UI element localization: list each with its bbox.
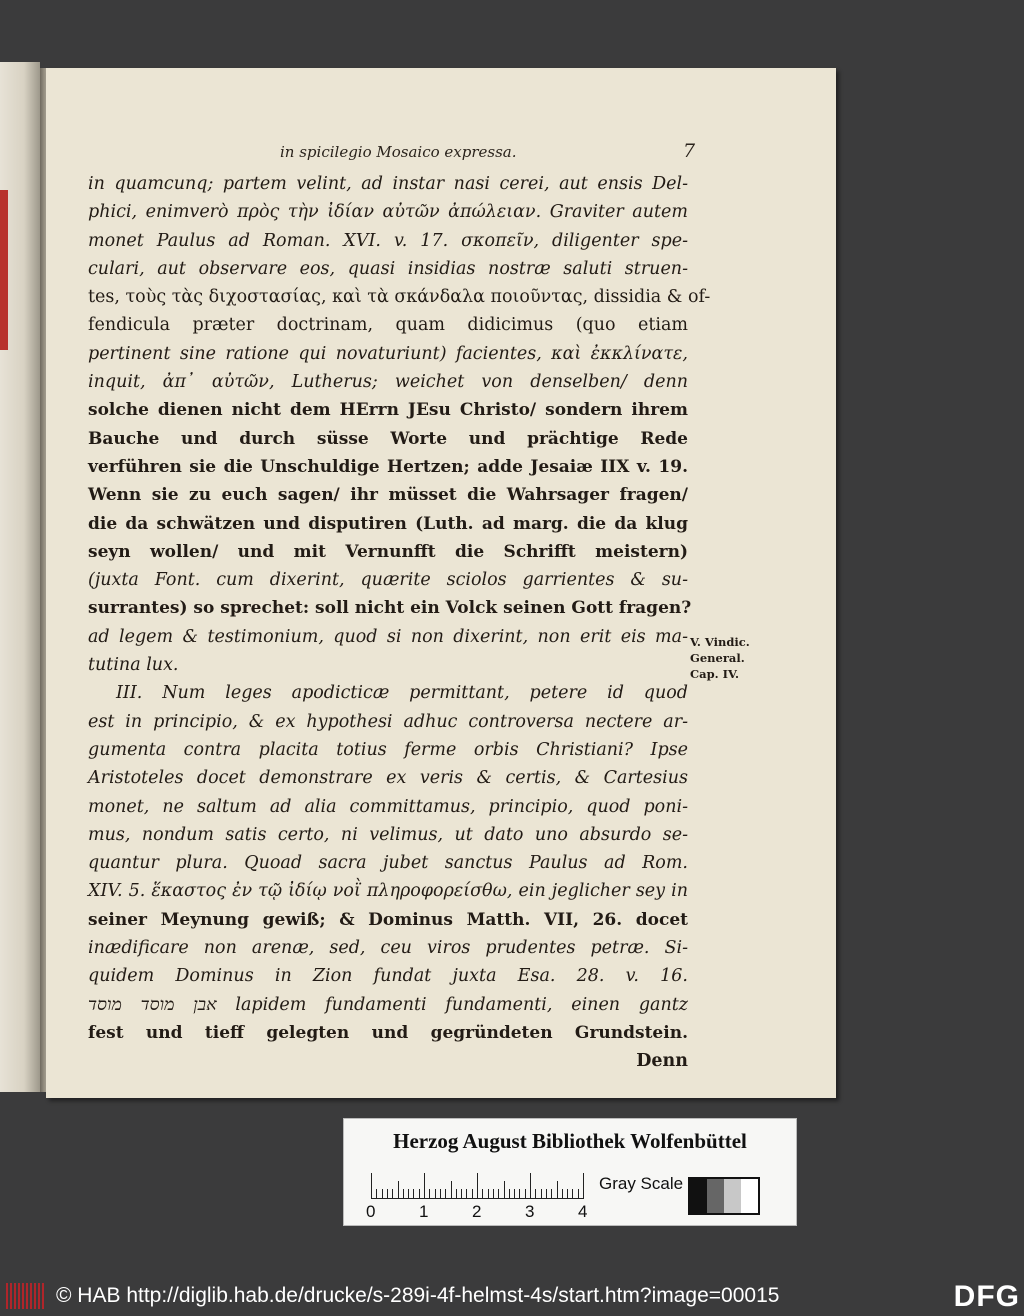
text-line: tutina lux. — [88, 655, 179, 676]
color-scale-card — [343, 1118, 797, 1226]
ruler-tick — [472, 1189, 473, 1199]
text-line: seyn wollen/ und mit Vernunfft die Schrifft meistern) — [88, 541, 688, 562]
text-line: quidem Dominus in Zion fundat juxta Esa. 28. v. 16. — [88, 966, 688, 987]
page-marker-tab — [0, 190, 8, 350]
gray-swatch — [707, 1179, 724, 1213]
text-line: fendicula præter doctrinam, quam didicimus (quo etiam — [88, 315, 688, 336]
ruler-tick — [456, 1189, 457, 1199]
ruler-tick — [567, 1189, 568, 1199]
ruler-tick — [398, 1181, 399, 1199]
ruler-tick — [546, 1189, 547, 1199]
marginal-note-line: General. — [690, 651, 745, 665]
ruler-tick — [562, 1189, 563, 1199]
ruler-tick — [493, 1189, 494, 1199]
ruler-tick — [525, 1189, 526, 1199]
marginal-note — [690, 634, 780, 682]
ruler-tick — [392, 1189, 393, 1199]
ruler-tick — [551, 1189, 552, 1199]
text-line: mus, nondum satis certo, ni velimus, ut dato uno absurdo se- — [88, 824, 688, 845]
text-line: inquit, ἀπ᾽ αὐτῶν, Lutherus; weichet von denselben/ denn — [88, 372, 688, 393]
dfg-logo: DFG — [950, 1280, 1020, 1314]
text-line: monet Paulus ad Roman. XVI. v. 17. σκοπεῖν, diligenter spe- — [88, 230, 688, 251]
text-line: in quamcunq; partem velint, ad instar nasi cerei, aut ensis Del- — [88, 174, 688, 194]
text-line: Wenn sie zu euch sagen/ ihr müsset die Wahrsager fragen/ — [88, 485, 688, 506]
ruler-number: 0 — [366, 1202, 376, 1221]
ruler-tick — [451, 1181, 452, 1199]
ruler-tick — [477, 1173, 478, 1199]
footer-credit-link[interactable]: © HAB http://diglib.hab.de/drucke/s-289i-4f-helmst-4s/start.htm?image=00015 — [56, 1284, 780, 1307]
gray-scale-swatches — [688, 1177, 760, 1215]
text-line: seiner Meynung gewiß; & Dominus Matth. VII, 26. docet — [88, 909, 688, 930]
text-line: est in principio, & ex hypothesi adhuc controversa nectere ar- — [88, 711, 688, 732]
facing-page-edge — [0, 62, 40, 1092]
text-line: surrantes) so sprechet: soll nicht ein Volck seinen Gott fragen? — [88, 598, 692, 619]
text-line: verführen sie die Unschuldige Hertzen; adde Jesaiæ IIX v. 19. — [88, 456, 688, 477]
ruler-tick — [498, 1189, 499, 1199]
ruler-tick — [482, 1189, 483, 1199]
text-line: XIV. 5. ἕκαστος ἐν τῷ ἰδίῳ νοῒ πληροφορείσθω, ein jeglicher sey in — [88, 881, 688, 902]
ruler-tick — [424, 1173, 425, 1199]
ruler-tick — [387, 1189, 388, 1199]
text-line: (juxta Font. cum dixerint, quærite sciolos garrientes & su- — [88, 570, 688, 591]
text-line: pertinent sine ratione qui novaturiunt) facientes, καὶ ἐκκλίνατε, — [88, 343, 688, 364]
ruler-tick — [382, 1189, 383, 1199]
text-line: phici, enimverò πρὸς τὴν ἰδίαν αὐτῶν ἀπώλειαν. Graviter autem — [88, 202, 688, 223]
ruler-tick — [488, 1189, 489, 1199]
ruler-tick — [504, 1181, 505, 1199]
ruler-number: 2 — [472, 1202, 482, 1221]
gray-swatch — [741, 1179, 758, 1213]
ruler-tick — [514, 1189, 515, 1199]
text-line: die da schwätzen und disputiren (Luth. ad marg. die da klug — [88, 513, 688, 534]
ruler-tick — [578, 1189, 579, 1199]
ruler-tick — [419, 1189, 420, 1199]
text-line: ad legem & testimonium, quod si non dixerint, non erit eis ma- — [88, 626, 688, 647]
text-line: culari, aut observare eos, quasi insidias nostræ saluti struen- — [88, 258, 688, 279]
gray-swatch — [690, 1179, 707, 1213]
ruler-tick — [440, 1189, 441, 1199]
ruler-number: 1 — [419, 1202, 429, 1221]
text-line: Aristoteles docet demonstrare ex veris & certis, & Cartesius — [88, 768, 688, 789]
ruler-tick — [429, 1189, 430, 1199]
ruler-number: 3 — [525, 1202, 535, 1221]
ruler-tick — [572, 1189, 573, 1199]
text-line: Bauche und durch süsse Worte und prächtige Rede — [88, 428, 688, 449]
gray-swatch — [724, 1179, 741, 1213]
centimeter-ruler — [371, 1171, 584, 1199]
footer-bar — [0, 1278, 1024, 1316]
ruler-tick — [519, 1189, 520, 1199]
ruler-tick — [413, 1189, 414, 1199]
marginal-note-line: V. Vindic. — [690, 635, 750, 649]
text-line: solche dienen nicht dem HErrn JEsu Christo/ sondern ihrem — [88, 400, 688, 421]
ruler-tick — [530, 1173, 531, 1199]
body-text — [88, 170, 711, 1076]
gray-scale-label: Gray Scale — [599, 1174, 684, 1193]
ruler-tick — [445, 1189, 446, 1199]
text-line: אבן מוסד מוסד lapidem fundamenti fundamenti, einen gantz — [88, 994, 688, 1015]
ruler-tick — [557, 1181, 558, 1199]
text-line: quantur plura. Quoad sacra jubet sanctus Paulus ad Rom. — [88, 853, 688, 874]
text-line: tes, τοὺς τὰς διχοστασίας, καὶ τὰ σκάνδαλα ποιοῦντας, dissidia & of- — [88, 287, 711, 308]
marginal-note-line: Cap. IV. — [690, 667, 739, 681]
ruler-tick — [535, 1189, 536, 1199]
ruler-tick — [435, 1189, 436, 1199]
text-line: fest und tieff gelegten und gegründeten Grundstein. — [88, 1022, 688, 1043]
page-number: 7 — [683, 140, 696, 162]
ruler-tick — [408, 1189, 409, 1199]
ruler-tick — [376, 1189, 377, 1199]
ruler-tick — [371, 1173, 372, 1199]
text-line: gumenta contra placita totius ferme orbis Christiani? Ipse — [88, 739, 688, 760]
ruler-tick — [466, 1189, 467, 1199]
ruler-tick — [541, 1189, 542, 1199]
text-line: monet, ne saltum ad alia committamus, principio, quod poni- — [88, 796, 688, 817]
ruler-tick — [509, 1189, 510, 1199]
running-head: in spicilegio Mosaico expressa. — [280, 143, 517, 161]
ruler-tick — [461, 1189, 462, 1199]
text-line: Denn — [636, 1051, 688, 1072]
ruler-tick — [403, 1189, 404, 1199]
text-line: III. Num leges apodicticæ permittant, petere id quod — [116, 683, 688, 704]
ruler-number: 4 — [578, 1202, 588, 1221]
hab-barcode-icon — [6, 1283, 46, 1309]
library-name: Herzog August Bibliothek Wolfenbüttel — [393, 1129, 747, 1153]
ruler-tick — [583, 1173, 584, 1199]
text-line: inædificare non arenæ, sed, ceu viros prudentes petræ. Si- — [88, 938, 688, 959]
